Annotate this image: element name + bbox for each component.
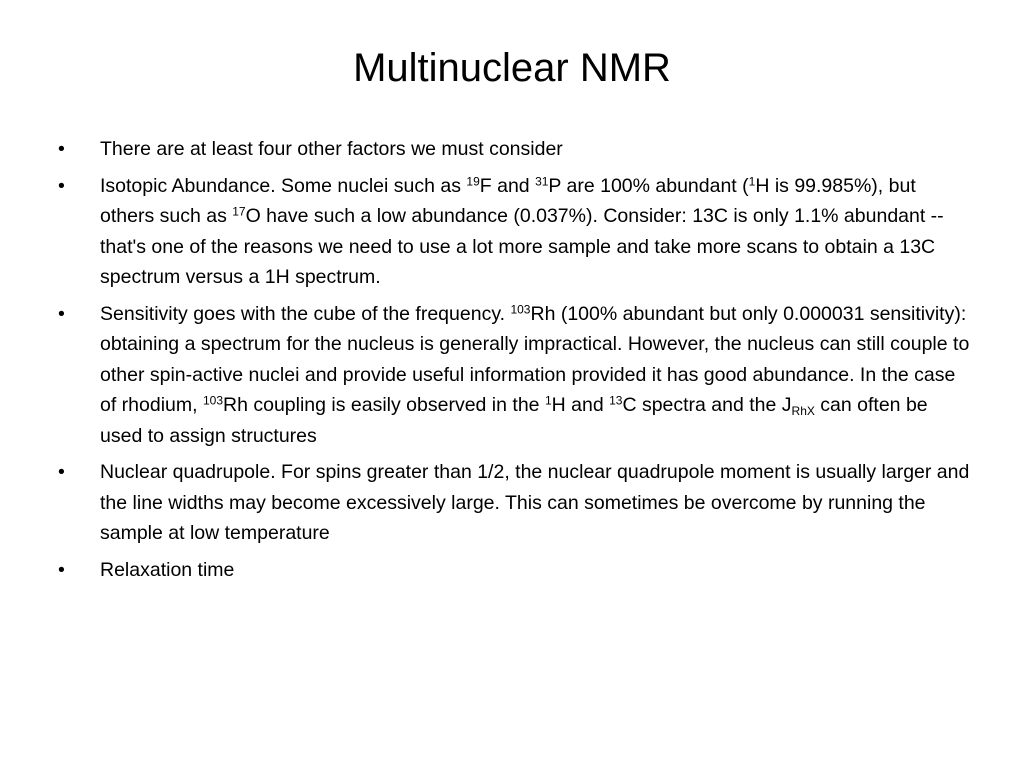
bullet-item: [58, 457, 972, 549]
bullet-icon: •: [58, 174, 65, 197]
bullet-item: [58, 171, 972, 293]
bullet-text: Nuclear quadrupole. For spins greater than 1/2, the nuclear quadrupole moment is usually larger and the line widths may become excessively large. This can sometimes be overcome by running the sample at low temperature: [100, 461, 970, 544]
bullet-text: Relaxation time: [100, 558, 235, 581]
bullet-text: There are at least four other factors we must consider: [100, 138, 563, 160]
bullet-text: Isotopic Abundance. Some nuclei such as $^{19}$F and $^{31}$P are 100% abundant ($^1$H is 99.985%), but others such as $^{17}$O have such a low abundance (0.037%). Consider: 13C is only 1.1% abundant -- that's one of the reasons we need to use a lot more sample and take more scans to obtain a 13C spectrum versus a 1H spectrum.: [100, 173, 944, 288]
bullet-item: [58, 299, 972, 452]
slide-title: Multinuclear NMR: [353, 46, 671, 90]
bullet-icon: •: [58, 302, 65, 325]
bullet-icon: •: [58, 461, 65, 483]
bullet-icon: •: [58, 138, 65, 160]
bullet-list: [58, 134, 972, 591]
bullet-item: [58, 555, 972, 586]
bullet-icon: •: [58, 558, 65, 581]
bullet-item: [58, 134, 972, 165]
bullet-text: Sensitivity goes with the cube of the frequency. $^{103}$Rh (100% abundant but only 0.000031 sensitivity): obtaining a spectrum for the nucleus is generally impractical. However, the nucleus can still couple to other spin-active nuclei and provide useful information provided it has good abundance. In the case of rhodium, $^{103}$Rh coupling is easily observed in the $^1$H and $^{13}$C spectra and the $J_{RhX}$ can often be used to assign structures: [100, 301, 970, 447]
